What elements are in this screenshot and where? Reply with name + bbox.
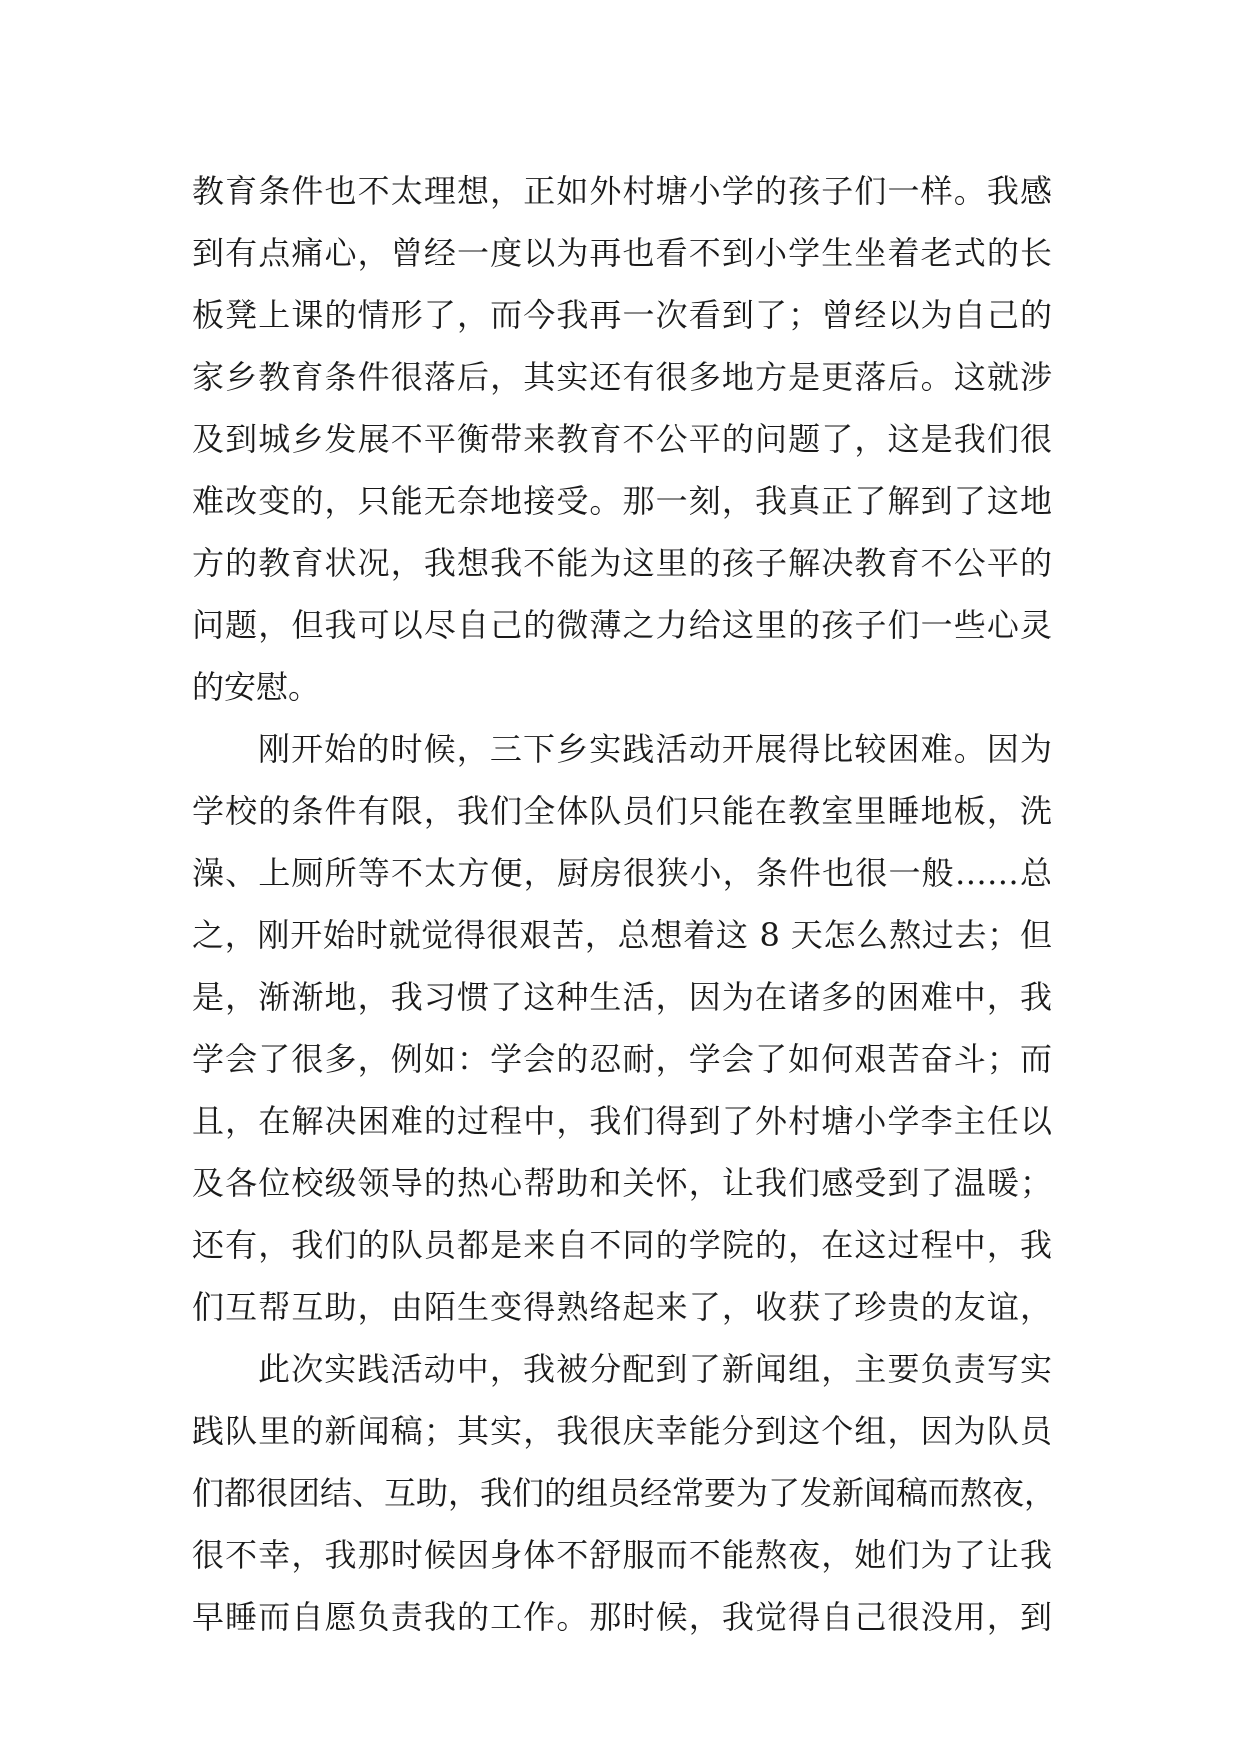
- text-line: 的安慰。: [192, 668, 321, 706]
- text-line: 家乡教育条件很落后，其实还有很多地方是更落后。这就涉: [192, 358, 1052, 396]
- text-line: 早睡而自愿负责我的工作。那时候，我觉得自己很没用，到: [192, 1598, 1052, 1636]
- text-line: 方的教育状况，我想我不能为这里的孩子解决教育不公平的: [192, 544, 1052, 582]
- text-line: 板凳上课的情形了，而今我再一次看到了；曾经以为自己的: [192, 296, 1052, 334]
- text-line: 难改变的，只能无奈地接受。那一刻，我真正了解到了这地: [192, 482, 1052, 520]
- text-line: 且，在解决困难的过程中，我们得到了外村塘小学李主任以: [192, 1102, 1052, 1140]
- text-line: 澡、上厕所等不太方便，厨房很狭小，条件也很一般……总: [192, 854, 1052, 892]
- text-line: 学校的条件有限，我们全体队员们只能在教室里睡地板，洗: [192, 792, 1052, 830]
- text-line: 及到城乡发展不平衡带来教育不公平的问题了，这是我们很: [192, 420, 1052, 458]
- text-line: 学会了很多，例如：学会的忍耐，学会了如何艰苦奋斗；而: [192, 1040, 1052, 1078]
- text-line: 教育条件也不太理想，正如外村塘小学的孩子们一样。我感: [192, 172, 1052, 210]
- text-line: 们互帮互助，由陌生变得熟络起来了，收获了珍贵的友谊，: [192, 1288, 1052, 1326]
- text-line: 此次实践活动中，我被分配到了新闻组，主要负责写实: [258, 1350, 1052, 1388]
- text-line: 问题，但我可以尽自己的微薄之力给这里的孩子们一些心灵: [192, 606, 1052, 644]
- text-line: 们都很团结、互助，我们的组员经常要为了发新闻稿而熬夜，: [192, 1474, 1057, 1512]
- text-line: 及各位校级领导的热心帮助和关怀，让我们感受到了温暖；: [192, 1164, 1052, 1202]
- text-line: 到有点痛心，曾经一度以为再也看不到小学生坐着老式的长: [192, 234, 1052, 272]
- text-line: 很不幸，我那时候因身体不舒服而不能熬夜，她们为了让我: [192, 1536, 1052, 1574]
- body-text: [192, 160, 1057, 1648]
- text-line: 是，渐渐地，我习惯了这种生活，因为在诸多的困难中，我: [192, 978, 1052, 1016]
- text-line: 还有，我们的队员都是来自不同的学院的，在这过程中，我: [192, 1226, 1052, 1264]
- text-line: 之，刚开始时就觉得很艰苦，总想着这 8 天怎么熬过去；但: [192, 916, 1052, 954]
- text-line: 践队里的新闻稿；其实，我很庆幸能分到这个组，因为队员: [192, 1412, 1052, 1450]
- text-line: 刚开始的时候，三下乡实践活动开展得比较困难。因为: [258, 730, 1052, 768]
